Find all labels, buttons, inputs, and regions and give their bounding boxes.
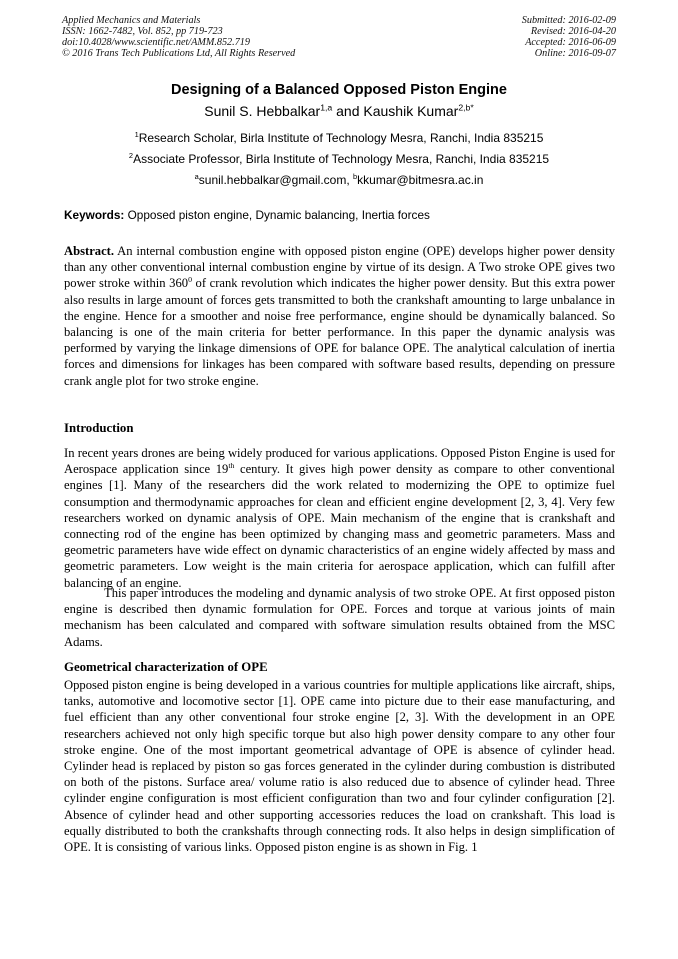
accepted-date: Accepted: 2016-06-09 <box>525 37 616 48</box>
abstract-label: Abstract. <box>64 244 115 258</box>
author-line <box>0 103 678 119</box>
revised-date: Revised: 2016-04-20 <box>530 26 616 37</box>
copyright-line: © 2016 Trans Tech Publications Ltd, All Rights Reserved <box>62 48 296 59</box>
publication-dates <box>522 15 616 59</box>
keywords-label: Keywords: <box>64 208 125 222</box>
journal-name: Applied Mechanics and Materials <box>62 15 201 26</box>
author-1-marker: 1,a <box>320 102 333 113</box>
email-a: sunil.hebbalkar@gmail.com, <box>198 173 354 187</box>
affiliation-2 <box>0 152 678 166</box>
geometry-paragraph: Opposed piston engine is being developed in a various countries for multiple applications like aircraft, ships, tanks, automotive and locomotive sector [1]. OPE came into picture due to their ease manufacturing, and fuel efficient than any other conventional four stroke engine [2, 3]. With the development in an OPE researchers achieved not only high specific torque but also high power density compare to any other four stroke engine. One of the most important geometrical advantage of OPE is absence of cylinder head. Cylinder head is replaced by piston so gas forces generated in the cylinder during combustion is distributed on both of the pistons. Surface area/ volume ratio is also reduced due to absence of cylinder head. Three cylinder engine configuration is most efficient configuration than two and four cylinder configuration [2]. Absence of cylinder head and other supporting accessories reduces the load on crankshaft. This load is equally distributed to both the crankshafts through connecting rods. It also helps in design simplification of OPE. It is consisting of various links. Opposed piston engine is as shown in Fig. 1 <box>64 678 615 855</box>
abstract-text-1: An internal combustion engine with opposed piston engine (OPE) develops higher power density than any other conventional internal combustion engine by virtue of its design. A Two stroke OPE gives two power stroke within 360 <box>64 244 615 291</box>
introduction-heading: Introduction <box>64 421 134 435</box>
email-b-marker: b <box>353 172 358 181</box>
author-conjunction: and <box>332 103 364 119</box>
affiliation-1-text: Research Scholar, Birla Institute of Technology Mesra, Ranchi, India 835215 <box>138 131 544 145</box>
author-2: Kaushik Kumar <box>363 103 459 119</box>
email-a-marker: a <box>194 172 199 181</box>
online-date: Online: 2016-09-07 <box>534 48 616 59</box>
intro-text-2: century. It gives high power density as compare to other conventional engines [1]. Many of the researchers did the work related to modernizing the OPE to optimize fuel consumption and thermodynamic approaches for clean and efficient engine development [2, 3, 4]. Very few researchers worked on dynamic analysis of OPE. Main mechanism of the engine that is crankshaft and connecting rod of the engine has been optimized by changing mass and geometric parameters. Mass and geometric parameters have wide effect on dynamic characteristics of an engine widely affected by mass and geometric parameters. Low weight is the main criteria for aerospace application, which can fulfill after balancing of an engine. <box>64 462 615 590</box>
geometry-heading: Geometrical characterization of OPE <box>64 660 268 674</box>
journal-info <box>62 15 295 59</box>
affiliation-2-text: Associate Professor, Birla Institute of Technology Mesra, Ranchi, India 835215 <box>133 152 550 166</box>
intro-text-1: In recent years drones are being widely produced for various applications. Opposed Piston Engine is used for Aerospace application since 19 <box>64 446 615 477</box>
author-1: Sunil S. Hebbalkar <box>204 103 321 119</box>
author-2-marker: 2,b* <box>458 102 474 113</box>
submitted-date: Submitted: 2016-02-09 <box>521 15 616 26</box>
abstract-text-2: of crank revolution which indicates the higher power density. But this extra power also results in large amount of forces gets transmitted to both the crankshaft amounting to large unbalance in the engine. Hence for a smoother and noise free performance, engine should be dynamically balanced. So balancing is one of the main criteria for better performance. In this paper the dynamic analysis was performed by varying the linkage dimensions of OPE for balance OPE. The analytical calculation of inertia forces and dimensions for linkages has been compared with software based results, depending on pressure crank angle plot for two stroke engine. <box>64 276 615 388</box>
issn-line: ISSN: 1662-7482, Vol. 852, pp 719-723 <box>62 26 223 37</box>
affiliation-1-marker: 1 <box>134 130 139 139</box>
abstract <box>64 243 615 389</box>
century-marker: th <box>228 461 235 471</box>
keywords <box>64 208 616 222</box>
keywords-text: Opposed piston engine, Dynamic balancing, Inertia forces <box>124 208 430 222</box>
introduction-paragraph-1 <box>64 445 615 591</box>
introduction-paragraph-2: This paper introduces the modeling and dynamic analysis of two stroke OPE. At first opposed piston engine is described then dynamic formulation for OPE. Forces and torque at various joints of main mechanism has been calculated and compared with software simulation results obtained from the MSC Adams. <box>64 586 615 649</box>
affiliation-2-marker: 2 <box>128 151 134 160</box>
doi-line: doi:10.4028/www.scientific.net/AMM.852.719 <box>62 37 250 48</box>
author-emails <box>0 173 678 187</box>
degree-marker: 0 <box>188 275 192 285</box>
email-b: kkumar@bitmesra.ac.in <box>357 173 484 187</box>
affiliation-1 <box>0 131 678 145</box>
paper-title: Designing of a Balanced Opposed Piston Engine <box>171 82 507 98</box>
